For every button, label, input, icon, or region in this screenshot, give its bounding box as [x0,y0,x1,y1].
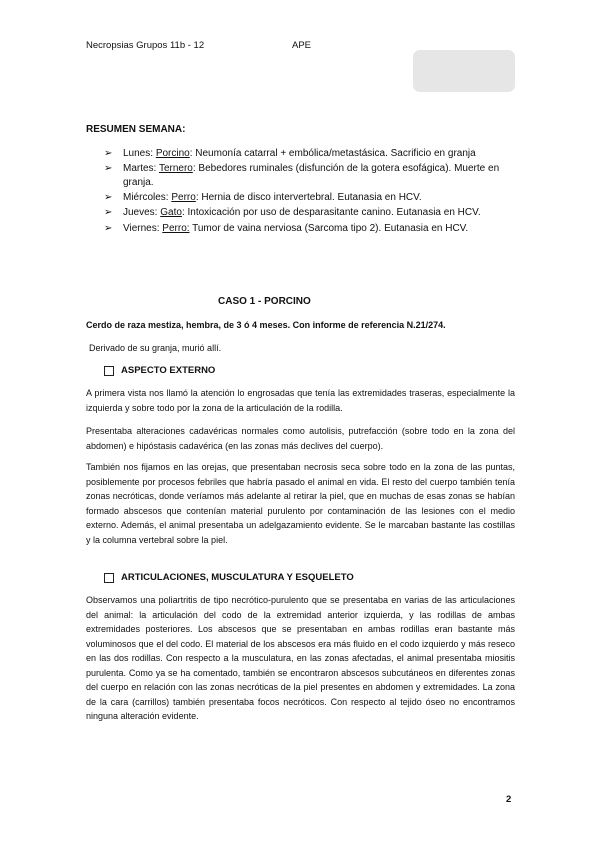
summary-item: ➢ Viernes: Perro: Tumor de vaina nerviosa (Sarcoma tipo 2). Eutanasia en HCV. [104,222,469,234]
section-heading-external: ASPECTO EXTERNO [104,365,215,376]
paragraph: También nos fijamos en las orejas, que presentaban necrosis seca sobre todo en la zona de las puntas, posiblemente por procesos febriles que habría pasado el animal en vida. El resto del cuerpo también tenía zonas necróticas, donde veríamos más adelante al retirar la piel, que en muchas de esas zonas se habían formado abscesos que contenían material purulento por contaminación de las lesiones con el medio externo. Además, el animal presentaba un adelgazamiento evidente. Se le marcaban bastante las costillas y la columna vertebral sobre la piel. [86,462,515,545]
summary-item: ➢ Lunes: Porcino: Neumonía catarral + embólica/metastásica. Sacrificio en granja [104,148,476,159]
summary-item: ➢ Jueves: Gato: Intoxicación por uso de desparasitante canino. Eutanasia en HCV. [104,207,481,219]
header-center-text: APE [292,40,312,51]
arrow-bullet-icon: ➢ [104,163,113,175]
case-subtitle: Cerdo de raza mestiza, hembra, de 3 ó 4 meses. Con informe de referencia N.21/274. [86,320,446,330]
case-title: CASO 1 - PORCINO [218,296,311,307]
summary-title: RESUMEN SEMANA: [86,124,186,135]
paragraph: Presentaba alteraciones cadavéricas normales como autolisis, putrefacción (sobre todo en la zona del abdomen) e hipóstasis cadavérica (en las zonas más declives del cuerpo). [86,426,515,451]
checkbox-icon [104,573,114,583]
summary-item: ➢ Martes: Ternero: Bebedores ruminales (disfunción de la gotera esofágica). Muerte en granja. [104,163,500,188]
arrow-bullet-icon: ➢ [104,222,113,234]
checkbox-icon [104,366,114,376]
summary-list [104,147,524,237]
arrow-bullet-icon: ➢ [104,148,113,159]
arrow-bullet-icon: ➢ [104,191,113,203]
case-origin: Derivado de su granja, murió allí. [89,343,222,353]
section-heading-joints: ARTICULACIONES, MUSCULATURA Y ESQUELETO [104,572,354,583]
paragraph: A primera vista nos llamó la atención lo engrosadas que tenía las extremidades traseras, especialmente la izquierda y sobre todo por la zona de la articulación de la rodilla. [86,388,515,413]
page-number: 2 [506,794,512,805]
paragraph: Observamos una poliartritis de tipo necrótico-purulento que se presentaba en varias de las articulaciones del animal: la articulación del codo de la extremidad anterior izquierda, y las rodillas de ambas extremidades posteriores. Los abscesos que se presentaban en ambas rodillas eran bastante más voluminosos que el del codo. El material de los abscesos era más fluido en el codo izquierdo y más reseco en las dos rodillas. Con respecto a la musculatura, en las zonas afectadas, el animal presentaba miositis purulenta. Como ya se ha comentado, también se encontraron abscesos subcutáneos en diferentes zonas del cuerpo en relación con las zonas necróticas de la piel presentes en abdomen y extremidades. La zona de la cara (carrillos) también presentaba focos necróticos. Con respecto al tejido óseo no encontramos ninguna alteración evidente. [86,595,515,721]
header-left-text: Necropsias Grupos 11b - 12 [86,40,205,51]
arrow-bullet-icon: ➢ [104,207,113,219]
redacted-box [413,50,515,92]
summary-item: ➢ Miércoles: Perro: Hernia de disco intervertebral. Eutanasia en HCV. [104,191,422,203]
